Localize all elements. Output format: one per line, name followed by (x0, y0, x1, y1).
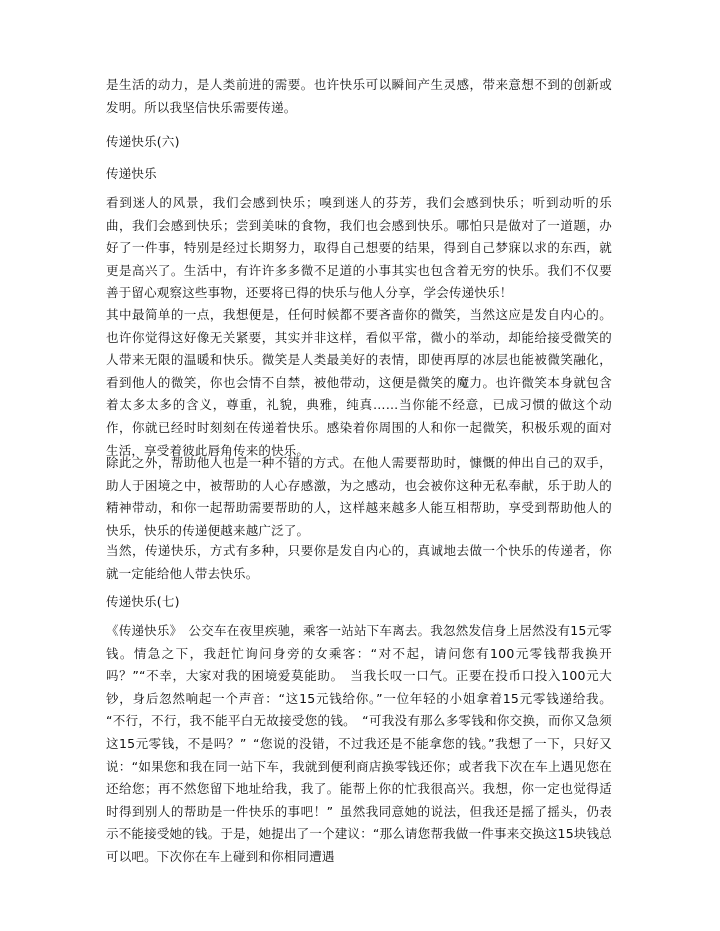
paragraph-intro: 是生活的动力，是人类前进的需要。也许快乐可以瞬间产生灵感，带来意想不到的创新或发明。所以我坚信快乐需要传递。 (106, 77, 612, 115)
paragraph-6-3: 除此之外，帮助他人也是一种不错的方式。在他人需要帮助时，慷慨的伸出自己的双手，助人于困境之中，被帮助的人心存感激，为之感动，也会被你这种无私奉献，乐于助人的精神带动，和你一起帮助需要帮助的人，这样越来越多人能互相帮助，享受到帮助他人的快乐，快乐的传递便越来越广泛了。 (106, 455, 612, 538)
paragraph-7-1: 《传递快乐》 公交车在夜里疾驰，乘客一站站下车离去。我忽然发信身上居然没有15元零钱。情急之下，我赶忙询问身旁的女乘客：“对不起，请问您有100元零钱帮我换开吗？”“不幸，大家对我的困境爱莫能助。 当我长叹一口气。正要在投币口投入100元大钞，身后忽然响起一个声音：“这15元钱给你。”一位年轻的小姐拿着15元零钱递给我。 “不行，不行，我不能平白无故接受您的钱。 “可我没有那么多零钱和你交换，而你又急须这15元零钱，不是吗？” “您说的没错，不过我还是不能拿您的钱。”我想了一下，只好又说：“如果您和我在同一站下车，我就到便利商店换零钱还你；或者我下次在车上遇见您在还给您；再不然您留下地址给我，我了。能帮上你的忙我很高兴。我想，你一定也觉得适时得到别人的帮助是一件快乐的事吧！” 虽然我同意她的说法，但我还是摇了摇头，仍表示不能接受她的钱。于是，她提出了一个建议：“那么请您帮我做一件事来交换这15块钱总可以吧。下次你在车上碰到和你相同遭遇 (106, 623, 612, 864)
section-heading-7: 传递快乐(七) (106, 594, 180, 609)
paragraph-6-4: 当然，传递快乐，方式有多种，只要你是发自内心的，真诚地去做一个快乐的传递者，你就一定能给他人带去快乐。 (106, 543, 612, 581)
section-subtitle-6: 传递快乐 (106, 166, 157, 181)
paragraph-6-1: 看到迷人的风景，我们会感到快乐；嗅到迷人的芬芳，我们会感到快乐；听到动听的乐曲，我们会感到快乐；尝到美味的食物，我们也会感到快乐。哪怕只是做对了一道题，办好了一件事，特别是经过长期努力，取得自己想要的结果，得到自己梦寐以求的东西，就更是高兴了。生活中，有许许多多微不足道的小事其实也包含着无穷的快乐。我们不仅要善于留心观察这些事物，还要将已得的快乐与他人分享，学会传递快乐！ (106, 195, 612, 301)
section-heading-6: 传递快乐(六) (106, 134, 180, 149)
paragraph-6-2: 其中最简单的一点，我想便是，任何时候都不要吝啬你的微笑，当然这应是发自内心的。也许你觉得这好像无关紧要，其实并非这样，看似平常，微小的举动，却能给接受微笑的人带来无限的温暖和快乐。微笑是人类最美好的表情，即使再厚的冰层也能被微笑融化，看到他人的微笑，你也会情不自禁，被他带动，这便是微笑的魔力。也许微笑本身就包含着太多太多的含义，尊重，礼貌，典雅，纯真……当你能不经意，已成习惯的做这个动作，你就已经时时刻刻在传递着快乐。感染着你周围的人和你一起微笑，积极乐观的面对生活，享受着彼此唇角传来的快乐。 (106, 307, 612, 458)
